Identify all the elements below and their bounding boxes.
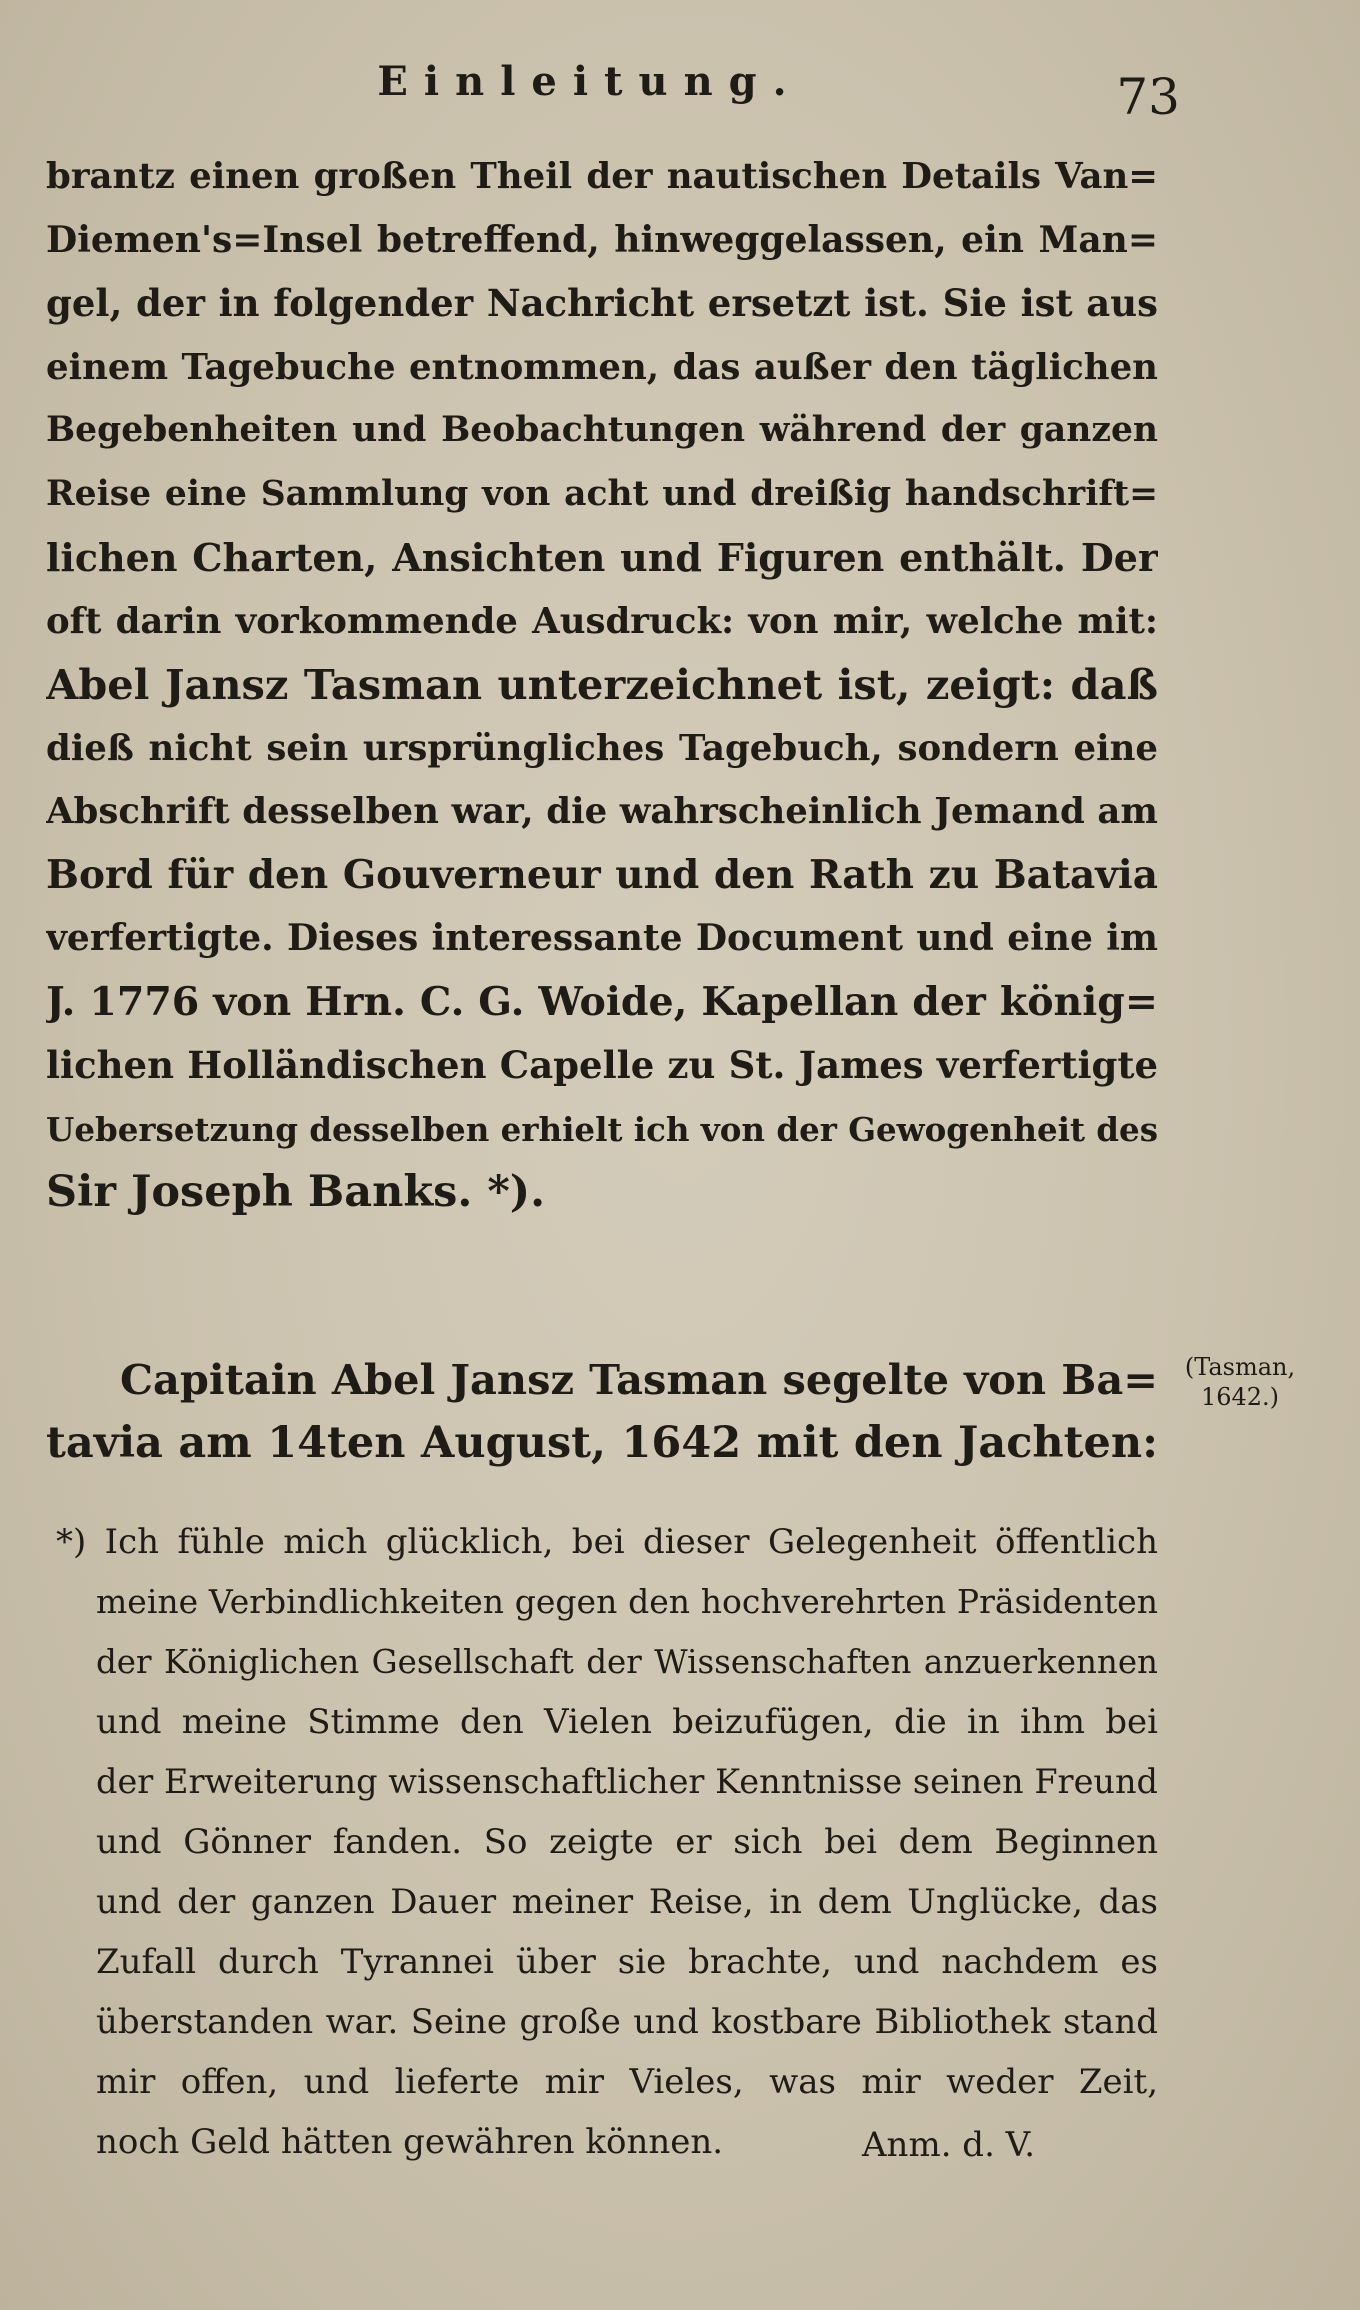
margin-note bbox=[1170, 1352, 1310, 1412]
footnote-line: der Königlichen Gesellschaft der Wissenschaften anzuerkennen bbox=[96, 1643, 1158, 1681]
page-number: 73 bbox=[1116, 68, 1180, 126]
footnote-line: noch Geld hätten gewähren können. bbox=[96, 2122, 724, 2162]
text-line: gel, der in folgender Nachricht ersetzt ist. Sie ist aus bbox=[46, 281, 1158, 325]
text-line: oft darin vorkommende Ausdruck: von mir, welche mit: bbox=[46, 600, 1158, 642]
margin-note-line: (Tasman, bbox=[1184, 1353, 1296, 1381]
text-line: Bord für den Gouverneur und den Rath zu Batavia bbox=[46, 851, 1158, 898]
text-line: einem Tagebuche entnommen, das außer den täglichen bbox=[46, 346, 1158, 388]
text-line: Diemen's=Insel betreffend, hinweggelassen, ein Man= bbox=[46, 218, 1158, 261]
paragraph-1 bbox=[46, 145, 1158, 1225]
text-line: lichen Charten, Ansichten und Figuren enthält. Der bbox=[46, 535, 1158, 580]
paragraph-2 bbox=[46, 1348, 1158, 1475]
text-line: brantz einen großen Theil der nautischen Details Van= bbox=[46, 156, 1158, 197]
text-line: Abel Jansz Tasman unterzeichnet ist, zeigt: daß bbox=[46, 660, 1158, 709]
footnote-line: mir offen, und lieferte mir Vieles, was mir weder Zeit, bbox=[96, 2062, 1158, 2102]
text-line: Uebersetzung desselben erhielt ich von der Gewogenheit des bbox=[46, 1109, 1158, 1149]
footnote-line: *) Ich fühle mich glücklich, bei dieser Gelegenheit öffentlich bbox=[56, 1522, 1158, 1562]
footnote-line: Zufall durch Tyrannei über sie brachte, und nachdem es bbox=[96, 1942, 1158, 1982]
text-line: verfertigte. Dieses interessante Document und eine im bbox=[46, 917, 1158, 959]
footnote bbox=[56, 1512, 1158, 2172]
footnote-line: meine Verbindlichkeiten gegen den hochverehrten Präsidenten bbox=[96, 1582, 1158, 1621]
text-line: J. 1776 von Hrn. C. G. Woide, Kapellan der könig= bbox=[46, 978, 1158, 1025]
running-title: Einleitung. bbox=[377, 58, 803, 105]
footnote-line: und meine Stimme den Vielen beizufügen, die in ihm bei bbox=[96, 1702, 1158, 1742]
footnote-line: überstanden war. Seine große und kostbare Bibliothek stand bbox=[96, 2002, 1158, 2042]
page-header bbox=[0, 58, 1360, 128]
footnote-line: und Gönner fanden. So zeigte er sich bei dem Beginnen bbox=[96, 1822, 1158, 1862]
text-line: Capitain Abel Jansz Tasman segelte von Ba= bbox=[120, 1355, 1158, 1404]
text-line: Sir Joseph Banks. *). bbox=[46, 1167, 546, 1217]
footnote-line: der Erweiterung wissenschaftlicher Kenntnisse seinen Freund bbox=[96, 1762, 1158, 1801]
text-line: lichen Holländischen Capelle zu St. James verfertigte bbox=[46, 1043, 1158, 1087]
text-line: Abschrift desselben war, die wahrscheinlich Jemand am bbox=[46, 791, 1158, 832]
text-line: dieß nicht sein ursprüngliches Tagebuch, sondern eine bbox=[46, 727, 1158, 769]
footnote-signature: Anm. d. V. bbox=[862, 2125, 1036, 2165]
text-line: Reise eine Sammlung von acht und dreißig handschrift= bbox=[46, 473, 1158, 514]
text-line: Begebenheiten und Beobachtungen während der ganzen bbox=[46, 410, 1158, 450]
footnote-line: und der ganzen Dauer meiner Reise, in dem Unglücke, das bbox=[96, 1882, 1158, 1922]
text-line: tavia am 14ten August, 1642 mit den Jachten: bbox=[46, 1417, 1158, 1468]
margin-note-line: 1642.) bbox=[1200, 1383, 1280, 1411]
